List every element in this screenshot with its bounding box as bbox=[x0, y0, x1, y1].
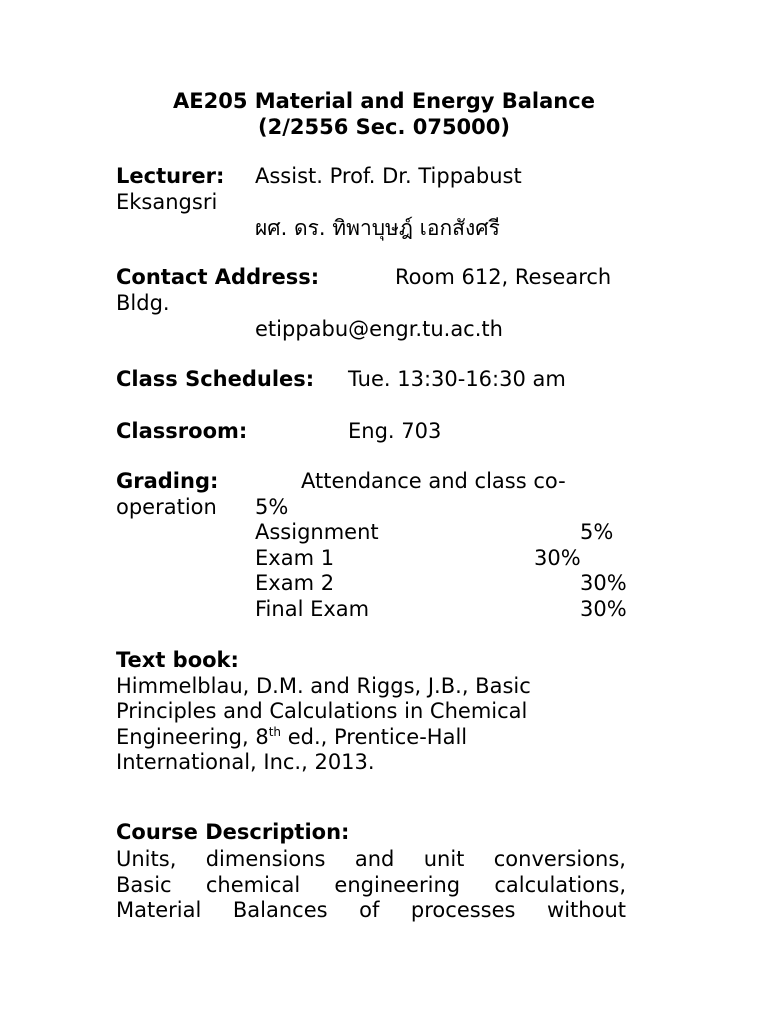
textbook-edition: Engineering, 8 bbox=[116, 725, 269, 749]
grading-item-attendance: Attendance and class co- bbox=[301, 469, 566, 493]
contact-room: Room 612, Research bbox=[395, 265, 612, 289]
grading-pct-final: 30% bbox=[580, 597, 627, 621]
classroom-value: Eng. 703 bbox=[348, 419, 442, 443]
lecturer-name: Assist. Prof. Dr. Tippabust bbox=[255, 164, 522, 188]
grading-pct-attendance: 5% bbox=[255, 495, 289, 519]
grading-item-assignment: Assignment bbox=[255, 520, 379, 544]
textbook-line: Principles and Calculations in Chemical bbox=[116, 699, 528, 723]
schedule-label: Class Schedules: bbox=[116, 367, 315, 391]
contact-room-continued: Bldg. bbox=[116, 291, 170, 315]
textbook-line bbox=[116, 725, 467, 750]
contact-label: Contact Address: bbox=[116, 265, 320, 289]
textbook-label: Text book: bbox=[116, 648, 239, 672]
grading-label: Grading: bbox=[116, 469, 219, 493]
schedule-value: Tue. 13:30-16:30 am bbox=[348, 367, 566, 391]
textbook-edition-suffix: th bbox=[268, 725, 282, 739]
lecturer-thai-name: ผศ. ดร. ทิพาบุษฎ์ เอกสังศรี bbox=[255, 216, 500, 240]
grading-item-attendance-continued: operation bbox=[116, 495, 217, 519]
textbook-line: International, Inc., 2013. bbox=[116, 750, 375, 774]
textbook-line: Himmelblau, D.M. and Riggs, J.B., Basic bbox=[116, 674, 531, 698]
grading-item-exam2: Exam 2 bbox=[255, 571, 335, 595]
course-description-label: Course Description: bbox=[116, 820, 350, 844]
course-section: (2/2556 Sec. 075000) bbox=[257, 115, 510, 139]
course-title: AE205 Material and Energy Balance bbox=[173, 89, 595, 113]
lecturer-label: Lecturer: bbox=[116, 164, 225, 188]
grading-item-final: Final Exam bbox=[255, 597, 370, 621]
grading-item-exam1: Exam 1 bbox=[255, 546, 335, 570]
lecturer-name-continued: Eksangsri bbox=[116, 190, 218, 214]
course-description-line: Units, dimensions and unit conversions, bbox=[116, 847, 626, 871]
course-description-line: Material Balances of processes without bbox=[116, 898, 626, 922]
grading-pct-exam1: 30% bbox=[534, 546, 581, 570]
grading-pct-exam2: 30% bbox=[580, 571, 627, 595]
contact-email: etippabu@engr.tu.ac.th bbox=[255, 317, 503, 341]
classroom-label: Classroom: bbox=[116, 419, 248, 443]
textbook-publisher: ed., Prentice-Hall bbox=[281, 725, 468, 749]
course-description-line: Basic chemical engineering calculations, bbox=[116, 873, 626, 897]
grading-pct-assignment: 5% bbox=[580, 520, 614, 544]
